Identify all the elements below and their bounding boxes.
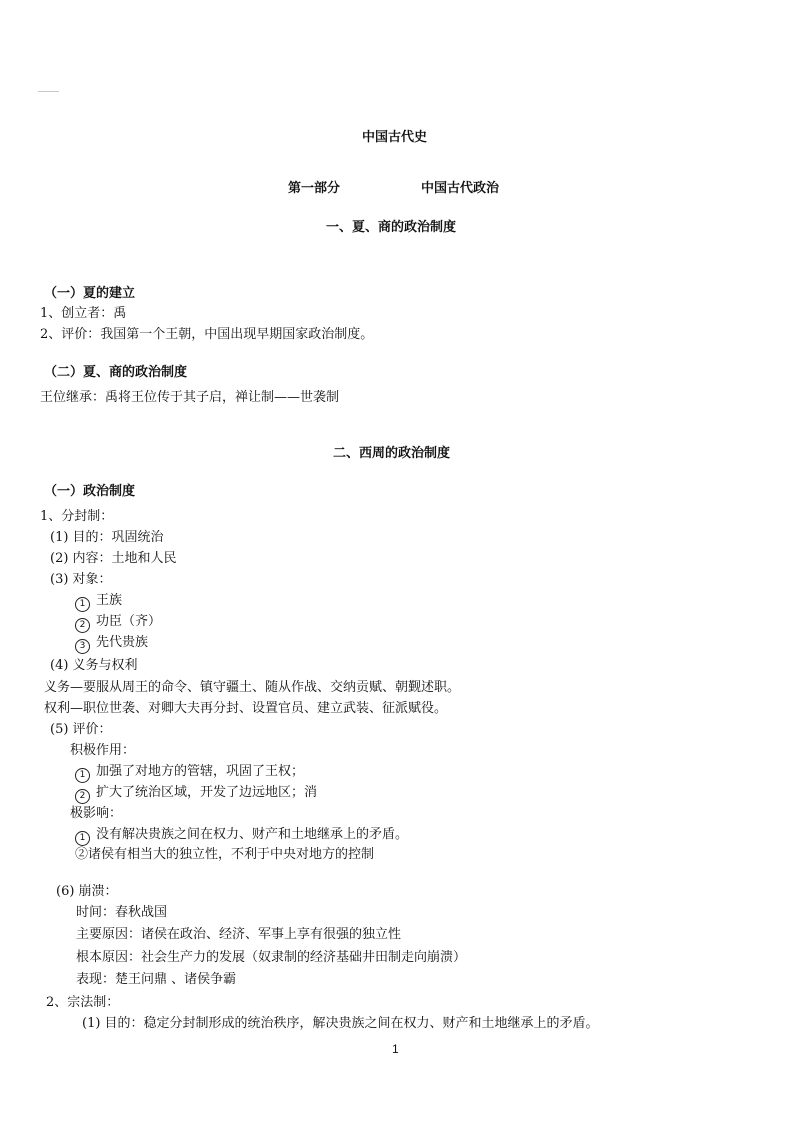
text-line: (4) 义务与权利 — [50, 658, 138, 673]
section-heading-politics: （一）政治制度 — [44, 484, 136, 499]
chapter-heading-1: 一、夏、商的政治制度 — [326, 220, 457, 235]
circled-number: 3 — [75, 639, 90, 654]
text-line: 王位继承：禹将王位传于其子启，禅让制——世袭制 — [40, 390, 340, 405]
text-line: 2、评价：我国第一个王朝，中国出现早期国家政治制度。 — [40, 327, 374, 342]
text-line: 权利—职位世袭、对卿大夫再分封、设置官员、建立武装、征派赋役。 — [44, 701, 448, 716]
list-item: 2 扩大了统治区域，开发了边远地区；消 — [75, 784, 317, 804]
chapter-heading-2: 二、西周的政治制度 — [333, 446, 451, 461]
corner-mark — [38, 91, 59, 92]
text-line: (2) 内容：土地和人民 — [50, 551, 177, 566]
circled-number: 2 — [75, 789, 90, 804]
doc-title: 中国古代史 — [362, 130, 428, 145]
text-line: (3) 对象： — [50, 572, 112, 587]
list-item: 1 王族 — [75, 592, 122, 612]
text-line: 根本原因：社会生产力的发展（奴隶制的经济基础井田制走向崩溃） — [76, 950, 467, 965]
text-line: (1) 目的：稳定分封制形成的统治秩序，解决贵族之间在权力、财产和土地继承上的矛盾。 — [82, 1016, 599, 1031]
text-line: 义务—要服从周王的命令、镇守疆土、随从作战、交纳贡赋、朝觐述职。 — [44, 680, 461, 695]
text-line: 2、宗法制： — [46, 995, 120, 1010]
section-heading-xia-shang: （二）夏、商的政治制度 — [44, 365, 188, 380]
text-line: (6) 崩溃： — [56, 884, 118, 899]
text-line: 时间：春秋战国 — [76, 905, 168, 920]
list-item: 1 加强了对地方的管辖，巩固了王权； — [75, 763, 304, 783]
circled-number: 1 — [75, 768, 90, 783]
page-number: 1 — [392, 1042, 399, 1056]
text-line: ②诸侯有相当大的独立性，不利于中央对地方的控制 — [75, 847, 375, 862]
part-label: 第一部分 — [288, 181, 341, 196]
text-line: 积极作用： — [70, 743, 136, 758]
list-item: 2 功臣（齐） — [75, 613, 161, 633]
circled-number: 2 — [75, 618, 90, 633]
circled-number: 1 — [75, 831, 90, 846]
part-title: 中国古代政治 — [421, 181, 500, 196]
section-heading-xia: （一）夏的建立 — [44, 286, 136, 301]
circled-number: 1 — [75, 597, 90, 612]
text-line: (5) 评价： — [50, 722, 112, 737]
text-line: 1、创立者：禹 — [40, 306, 127, 321]
text-line: 主要原因：诸侯在政治、经济、军事上享有很强的独立性 — [76, 927, 402, 942]
text-line: 极影响： — [70, 806, 123, 821]
list-item: 3 先代贵族 — [75, 634, 148, 654]
list-item: 1 没有解决贵族之间在权力、财产和土地继承上的矛盾。 — [75, 826, 408, 846]
text-line: 1、分封制： — [40, 509, 114, 524]
text-line: 表现：楚王问鼎 、诸侯争霸 — [76, 972, 237, 987]
text-line: (1) 目的：巩固统治 — [50, 530, 164, 545]
